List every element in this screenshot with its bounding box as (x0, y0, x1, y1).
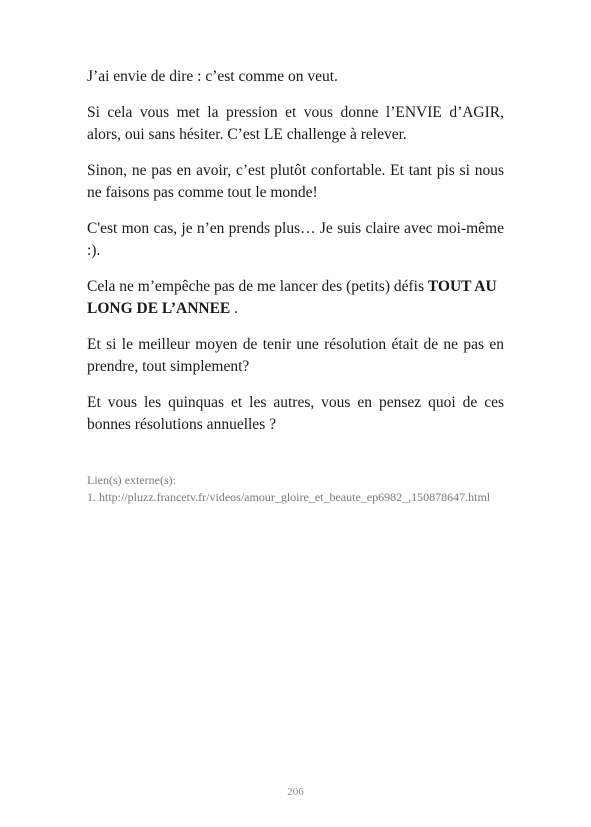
external-links (87, 472, 504, 506)
paragraph-5-tail: . (230, 300, 239, 317)
body-text (87, 66, 504, 450)
paragraph-4: C'est mon cas, je n’en prends plus… Je suis claire avec moi-même :). (87, 220, 504, 259)
paragraph-6: Et si le meilleur moyen de tenir une résolution était de ne pas en prendre, tout simplement? (87, 336, 504, 375)
page-number: 206 (287, 786, 304, 798)
paragraph-5-text: Cela ne m’empêche pas de me lancer des (petits) défis (87, 278, 428, 295)
external-link-1[interactable]: 1. http://pluzz.francetv.fr/videos/amour_gloire_et_beaute_ep6982_,150878647.html (87, 490, 491, 504)
paragraph-3: Sinon, ne pas en avoir, c’est plutôt confortable. Et tant pis si nous ne faisons pas comme tout le monde! (87, 162, 504, 201)
paragraph-7: Et vous les quinquas et les autres, vous en pensez quoi de ces bonnes résolutions annuelles ? (87, 394, 504, 433)
paragraph-5 (87, 276, 504, 320)
paragraph-5-bold: TOUT AU LONG DE L’ANNEE (87, 278, 497, 317)
paragraph-1: J’ai envie de dire : c’est comme on veut. (87, 68, 338, 85)
external-links-heading: Lien(s) externe(s): (87, 473, 176, 487)
paragraph-2: Si cela vous met la pression et vous donne l’ENVIE d’AGIR, alors, oui sans hésiter. C’est LE challenge à relever. (87, 104, 504, 143)
